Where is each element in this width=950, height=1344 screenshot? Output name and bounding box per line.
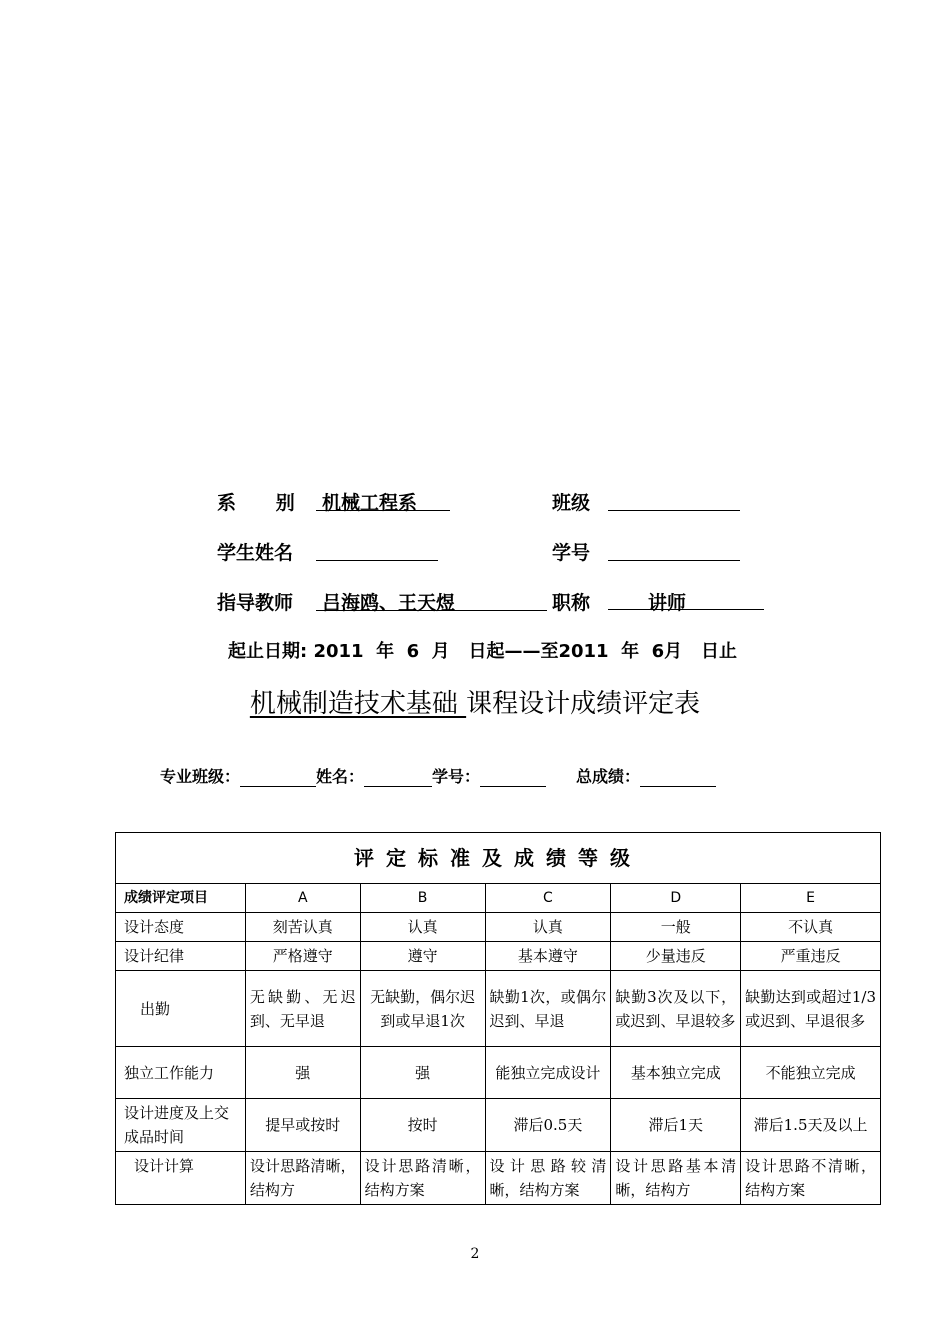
class-label: 班级: [552, 492, 591, 514]
col-header-d: D: [611, 884, 741, 913]
meta-line: [160, 764, 716, 787]
col-header-c: C: [485, 884, 611, 913]
table-row: [116, 971, 881, 1047]
student-name-label: 学生姓名: [217, 542, 294, 564]
name-blank: [364, 768, 432, 787]
row-cell: 按时: [360, 1099, 485, 1152]
row-cell: 少量违反: [611, 942, 741, 971]
grade-table: [115, 832, 881, 1205]
table-row: [116, 942, 881, 971]
row-cell: 缺勤达到或超过1/3或迟到、早退很多: [741, 971, 881, 1047]
col-header-item: 成绩评定项目: [116, 884, 246, 913]
major-class-label: 专业班级：: [160, 767, 241, 786]
id-blank: [480, 768, 546, 787]
col-header-e: E: [741, 884, 881, 913]
row-cell: 设计思路基本清晰，结构方: [611, 1152, 741, 1205]
table-row: [116, 913, 881, 942]
total-label: 总成绩：: [576, 767, 641, 786]
major-class-blank: [240, 768, 316, 787]
row-cell: 不认真: [741, 913, 881, 942]
row-cell: 基本遵守: [485, 942, 611, 971]
row-item: 出勤: [116, 971, 246, 1047]
row-cell: 强: [245, 1047, 360, 1099]
advisor-value: 吕海鸥、王天煜: [316, 588, 547, 611]
row-cell: 设计思路较清晰，结构方案: [485, 1152, 611, 1205]
department-label: 系 别: [217, 492, 295, 514]
row-cell: 不能独立完成: [741, 1047, 881, 1099]
row-cell: 无缺勤、无迟到、无早退: [245, 971, 360, 1047]
table-header: 评定标准及成绩等级: [116, 833, 881, 884]
row-cell: 遵守: [360, 942, 485, 971]
col-header-b: B: [360, 884, 485, 913]
row-cell: 刻苦认真: [245, 913, 360, 942]
form-title: [0, 683, 950, 720]
row-cell: 滞后1.5天及以上: [741, 1099, 881, 1152]
department-value: 机械工程系: [316, 488, 450, 511]
row-cell: 设计思路不清晰，结构方案: [741, 1152, 881, 1205]
class-value: [608, 488, 740, 511]
col-header-a: A: [245, 884, 360, 913]
row-cell: 一般: [611, 913, 741, 942]
table-row: [116, 1047, 881, 1099]
student-name-value: [316, 538, 438, 561]
page-number: 2: [470, 1246, 480, 1262]
name-label: 姓名：: [316, 767, 365, 786]
form-title-course: 机械制造技术基础: [249, 689, 467, 719]
row-cell: 严格遵守: [245, 942, 360, 971]
title-rank-label: 职称: [552, 592, 591, 614]
row-cell: 提早或按时: [245, 1099, 360, 1152]
row-cell: 基本独立完成: [611, 1047, 741, 1099]
row-item: 设计纪律: [116, 942, 246, 971]
row-cell: 认真: [360, 913, 485, 942]
student-id-label: 学号: [552, 542, 591, 564]
row-cell: 能独立完成设计: [485, 1047, 611, 1099]
total-blank: [640, 768, 716, 787]
row-cell: 无缺勤，偶尔迟到或早退1次: [360, 971, 485, 1047]
row-cell: 设计思路清晰，结构方案: [360, 1152, 485, 1205]
row-cell: 认真: [485, 913, 611, 942]
date-line: 起止日期: 2011 年 6 月 日起——至2011 年 6月 日止: [228, 641, 737, 662]
row-item: 设计进度及上交成品时间: [116, 1099, 246, 1152]
row-cell: 设计思路清晰，结构方: [245, 1152, 360, 1205]
row-cell: 严重违反: [741, 942, 881, 971]
title-rank-value: 讲师: [608, 588, 764, 610]
row-cell: 缺勤1次，或偶尔迟到、早退: [485, 971, 611, 1047]
id-label: 学号：: [432, 767, 481, 786]
row-item: 独立工作能力: [116, 1047, 246, 1099]
table-row: [116, 1099, 881, 1152]
row-cell: 滞后0.5天: [485, 1099, 611, 1152]
row-cell: 滞后1天: [611, 1099, 741, 1152]
row-cell: 强: [360, 1047, 485, 1099]
student-id-value: [608, 538, 740, 561]
form-title-rest: 课程设计成绩评定表: [466, 689, 701, 719]
row-item: 设计计算: [116, 1152, 246, 1205]
advisor-label: 指导教师: [217, 592, 294, 614]
row-item: 设计态度: [116, 913, 246, 942]
table-row: [116, 1152, 881, 1205]
row-cell: 缺勤3次及以下，或迟到、早退较多: [611, 971, 741, 1047]
